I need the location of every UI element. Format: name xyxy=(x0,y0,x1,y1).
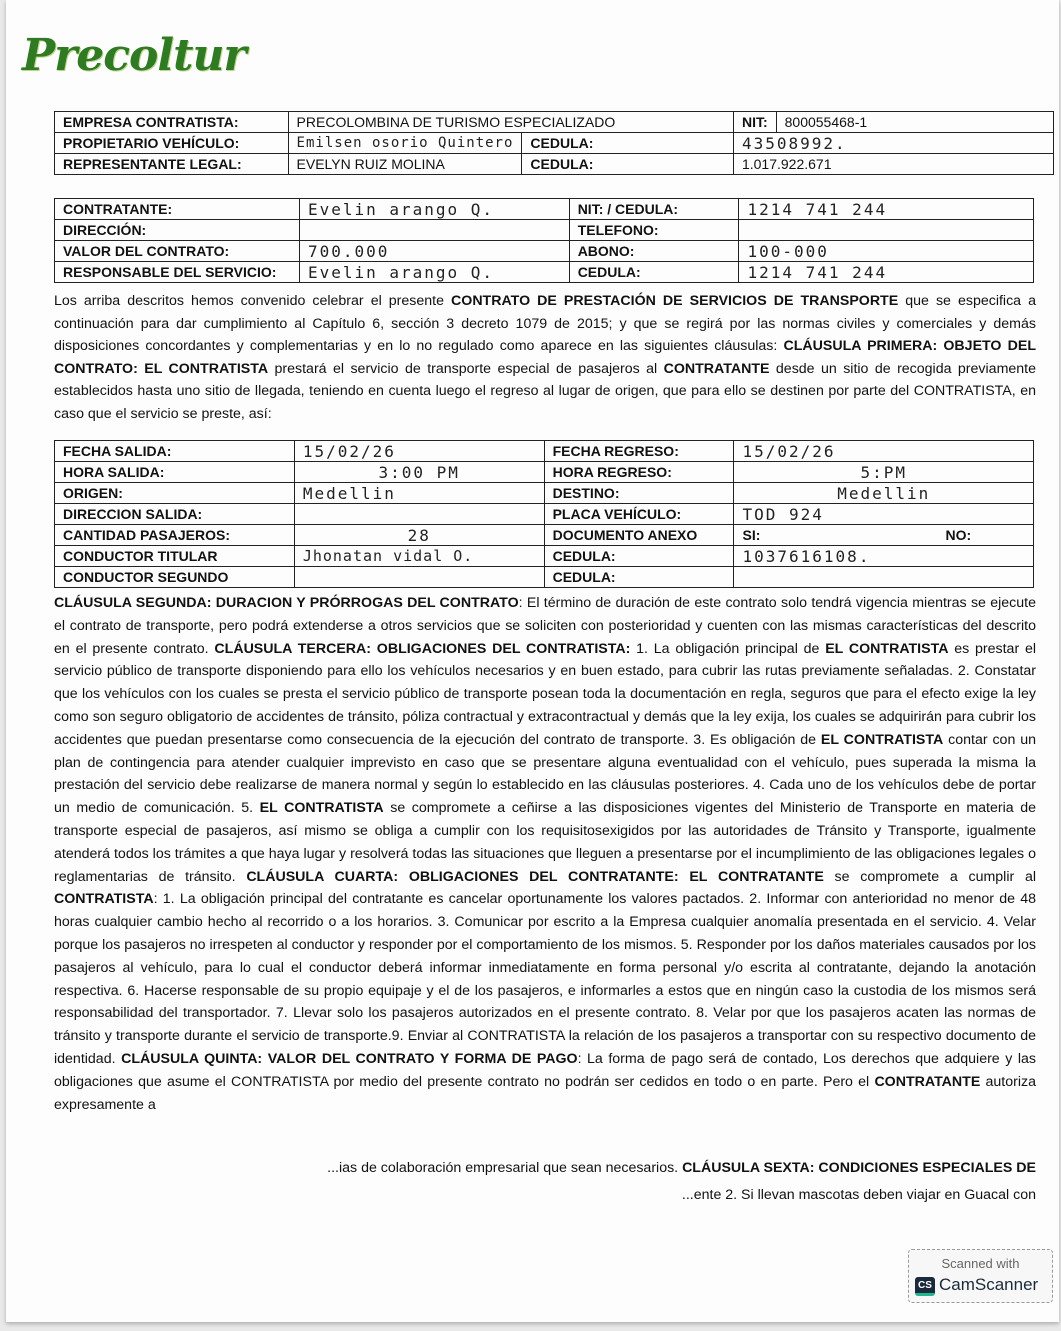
table-row xyxy=(55,220,1034,241)
clause-two-title: CLÁUSULA SEGUNDA: DURACION Y PRÓRROGAS DEL CONTRATO xyxy=(54,595,519,611)
company-table xyxy=(54,111,1054,175)
cantidad-value: 28 xyxy=(294,525,544,546)
nit-cedula-label: NIT: / CEDULA: xyxy=(569,199,739,220)
table-row xyxy=(55,525,1034,546)
clauses-paragraph xyxy=(54,592,1036,1116)
conductor1-cedula-value: 1037616108. xyxy=(734,546,1034,567)
conductor2-cedula-value xyxy=(734,567,1034,588)
table-row xyxy=(55,546,1034,567)
propietario-value: Emilsen osorio Quintero xyxy=(288,133,522,154)
propietario-cedula-value: 43508992. xyxy=(733,133,1053,154)
clause-four-title: CLÁUSULA CUARTA: OBLIGACIONES DEL CONTRATANTE: EL CONTRATANTE xyxy=(246,868,824,885)
abono-value: 100-000 xyxy=(739,241,1034,262)
hora-salida-value: 3:00 PM xyxy=(294,462,544,483)
si-label: SI: xyxy=(734,525,884,546)
clause-text: se compromete a cumplir al xyxy=(823,868,1036,885)
fecha-regreso-value: 15/02/26 xyxy=(734,441,1034,462)
responsable-value: Evelin arango Q. xyxy=(299,262,569,283)
clause-five-title: CLÁUSULA QUINTA: VALOR DEL CONTRATO Y FORMA DE PAGO xyxy=(121,1050,578,1067)
intro-text: desde un sitio de recogida previamente establecidos hasta uno sitio de llegada, teniendo en cuenta luego el regreso al lugar de origen, que para ello se destinen por parte del CONTRATISTA, en caso que el servicio se preste, así: xyxy=(54,360,1036,422)
clause-bold: EL CONTRATISTA xyxy=(259,800,384,817)
intro-paragraph xyxy=(54,290,1036,425)
conductor2-cedula-label: CEDULA: xyxy=(544,567,734,588)
contratante-label: CONTRATANTE: xyxy=(55,199,300,220)
clause-text: : 1. La obligación principal del contratante es cancelar oportunamente los valores pactados. 2. Informar con anterioridad no menor de 48 horas cualquier cambio hecho al recorrido o a los horarios. 3. Comunicar por escrito a la Empresa cualquier anomalía presentada en el servicio. 4. Velar porque los pasajeros no irrespeten al conductor y responder por el comportamiento de los mismos. 5. Responder por los daños materiales causados por los pasajeros al vehículo, para lo cual el conductor deberá informar inmediatamente en forma personal y/o escrita al contratante, dejando la anotación respectiva. 6. Hacerse responsable de su propio equipaje y el de los pasajeros, e informarles a estos que en ningún caso la custodia de los mismos será responsabilidad del transportador. 7. Llevar solo los pasajeros autorizados en el presente contrato. 8. Velar por que los pasajeros acaten las normas de tránsito y transporte durante el servicio de transporte.9. Enviar al CONTRATISTA la relación de los pasajeros a transportar con su respectivo documento de identidad. xyxy=(54,891,1036,1067)
table-row xyxy=(55,199,1034,220)
documento-label: DOCUMENTO ANEXO xyxy=(544,525,734,546)
clause-text: : El término de duración de este contrato solo tendrá vigencia mientras se ejecute el contrato de transporte, pero podrá extenderse a otros servicios que se soliciten con posterioridad y cuenten con las mismas características del descrito en el presente contrato. xyxy=(54,595,1036,657)
valor-label: VALOR DEL CONTRATO: xyxy=(55,241,300,262)
responsable-label: RESPONSABLE DEL SERVICIO: xyxy=(55,262,300,283)
clause-three-title: CLÁUSULA TERCERA: OBLIGACIONES DEL CONTRATISTA: xyxy=(214,640,631,657)
torn-line-2 xyxy=(54,1187,1036,1203)
client-table xyxy=(54,198,1034,283)
clause-text: contar con un plan de contingencia para atender cualquier imprevisto en caso que se presentare alguna eventualidad con el vehículo, pues superada la misma la prestación del servicio debe realizarse de manera normal y según lo establecido en las cláusulas posteriores. 4. Cada uno de los vehículos debe de portar un medio de comunicación. 5. xyxy=(54,731,1036,817)
clause-text: ...ias de colaboración empresarial que sean necesarios. xyxy=(327,1160,683,1176)
hora-regreso-value: 5:PM xyxy=(734,462,1034,483)
representante-value: EVELYN RUIZ MOLINA xyxy=(288,154,522,175)
intro-text: que se especifica a continuación para dar cumplimiento al Capítulo 6, sección 3 decreto 1079 de 2015; y que se regirá por las normas civiles y comerciales y demás disposiciones concordantes y complementarias y en lo no regulado como aparece en las siguientes cláusulas: xyxy=(54,293,1037,354)
representante-label: REPRESENTANTE LEGAL: xyxy=(55,154,289,175)
representante-cedula-label: CEDULA: xyxy=(522,154,734,175)
responsable-cedula-label: CEDULA: xyxy=(569,262,739,283)
clause-text: se compromete a ceñirse a las disposiciones vigentes del Ministerio de Transporte en materia de transporte especial de pasajeros, así mismo se obliga a cumplir con los requisitosexigidos por las autoridades de Tránsito y Transporte, igualmente atenderá todos los trámites a que haya lugar y resolverá todas las situaciones que lleguen a presentarse por el incumplimiento de las obligaciones legales o reglamentarias de tránsito. xyxy=(54,800,1036,885)
origen-value: Medellin xyxy=(294,483,544,504)
watermark-caption: Scanned with xyxy=(941,1256,1020,1271)
clause-bold: EL CONTRATISTA xyxy=(820,731,944,748)
valor-value: 700.000 xyxy=(299,241,569,262)
table-row xyxy=(55,504,1034,525)
table-row xyxy=(55,567,1034,588)
trip-table xyxy=(54,440,1034,588)
telefono-label: TELEFONO: xyxy=(569,220,739,241)
camscanner-watermark xyxy=(908,1249,1053,1303)
responsable-cedula-value: 1214 741 244 xyxy=(739,262,1034,283)
table-row xyxy=(55,154,1054,175)
clause-text: es prestar el servicio público de transporte disponiendo para ello los vehículos necesarios y en buen estado, para cubrir las rutas previamente señaladas. 2. Constatar que los vehículos con los cuales se presta el servicio público de transporte posean toda la documentación en regla, seguros que para el efecto exige la ley como son seguro obligatorio de accidentes de tránsito, póliza contractual y extracontractual y demás que la ley exija, los cuales se adquirirán para cubrir los accidentes que puedan presentarse como consecuencia de la ejecución del contrato de transporte. 3. Es obligación de xyxy=(54,640,1037,748)
scanned-page xyxy=(6,0,1059,1322)
watermark-brand: CamScanner xyxy=(939,1275,1039,1294)
clause-text: autoriza expresamente a xyxy=(54,1073,1037,1113)
direccion-label: DIRECCIÓN: xyxy=(55,220,300,241)
clause-text: : La forma de pago será de contado, Los derechos que adquiere y las obligaciones que asume el CONTRATISTA por medio del presente contrato no podrán ser cedidos en todo o en parte. Pero el xyxy=(54,1050,1036,1090)
direccion-salida-value xyxy=(294,504,544,525)
clause-one-title: CLÁUSULA PRIMERA: OBJETO DEL CONTRATO: EL CONTRATISTA xyxy=(54,338,1036,377)
nit-label: NIT: xyxy=(733,112,776,133)
table-row xyxy=(55,133,1054,154)
intro-text: Los arriba descritos hemos convenido celebrar el presente xyxy=(54,293,452,309)
hora-salida-label: HORA SALIDA: xyxy=(55,462,295,483)
direccion-salida-label: DIRECCION SALIDA: xyxy=(55,504,295,525)
representante-cedula-value: 1.017.922.671 xyxy=(733,154,1053,175)
origen-label: ORIGEN: xyxy=(55,483,295,504)
intro-text: prestará el servicio de transporte especial de pasajeros al xyxy=(268,360,664,377)
table-row xyxy=(55,441,1034,462)
fecha-salida-label: FECHA SALIDA: xyxy=(55,441,295,462)
conductor2-value xyxy=(294,567,544,588)
clause-text: ...ente 2. Si llevan mascotas deben viajar en Guacal con xyxy=(681,1187,1036,1203)
torn-line-1 xyxy=(54,1160,1036,1176)
hora-regreso-label: HORA REGRESO: xyxy=(544,462,734,483)
fecha-salida-value: 15/02/26 xyxy=(294,441,544,462)
fecha-regreso-label: FECHA REGRESO: xyxy=(544,441,734,462)
clause-six-title: CLÁUSULA SEXTA: CONDICIONES ESPECIALES DE xyxy=(682,1160,1036,1176)
intro-contratante: CONTRATANTE xyxy=(663,360,770,377)
table-row xyxy=(55,462,1034,483)
precoltur-logo: Precoltur xyxy=(22,30,246,81)
cantidad-label: CANTIDAD PASAJEROS: xyxy=(55,525,295,546)
clause-text: 1. La obligación principal de xyxy=(630,640,826,657)
clause-bold: CONTRATISTA xyxy=(54,891,154,908)
conductor1-cedula-label: CEDULA: xyxy=(544,546,734,567)
nit-cedula-value: 1214 741 244 xyxy=(739,199,1034,220)
table-row xyxy=(55,483,1034,504)
conductor1-label: CONDUCTOR TITULAR xyxy=(55,546,295,567)
destino-label: DESTINO: xyxy=(544,483,734,504)
propietario-cedula-label: CEDULA: xyxy=(522,133,734,154)
clause-bold: EL CONTRATISTA xyxy=(825,640,949,657)
table-row xyxy=(55,262,1034,283)
camscanner-logo-icon: CS xyxy=(915,1277,935,1296)
destino-value: Medellin xyxy=(734,483,1034,504)
placa-label: PLACA VEHÍCULO: xyxy=(544,504,734,525)
conductor1-value: Jhonatan vidal O. xyxy=(294,546,544,567)
telefono-value xyxy=(739,220,1034,241)
propietario-label: PROPIETARIO VEHÍCULO: xyxy=(55,133,289,154)
contratante-value: Evelin arango Q. xyxy=(299,199,569,220)
table-row xyxy=(55,241,1034,262)
nit-value: 800055468-1 xyxy=(776,112,1053,133)
clause-bold: CONTRATANTE xyxy=(874,1073,981,1090)
no-label: NO: xyxy=(884,525,1034,546)
placa-value: TOD 924 xyxy=(734,504,1034,525)
intro-contract-title: CONTRATO DE PRESTACIÓN DE SERVICIOS DE TRANSPORTE xyxy=(451,293,899,309)
direccion-value xyxy=(299,220,569,241)
empresa-value: PRECOLOMBINA DE TURISMO ESPECIALIZADO xyxy=(288,112,733,133)
abono-label: ABONO: xyxy=(569,241,739,262)
conductor2-label: CONDUCTOR SEGUNDO xyxy=(55,567,295,588)
empresa-label: EMPRESA CONTRATISTA: xyxy=(55,112,289,133)
table-row xyxy=(55,112,1054,133)
